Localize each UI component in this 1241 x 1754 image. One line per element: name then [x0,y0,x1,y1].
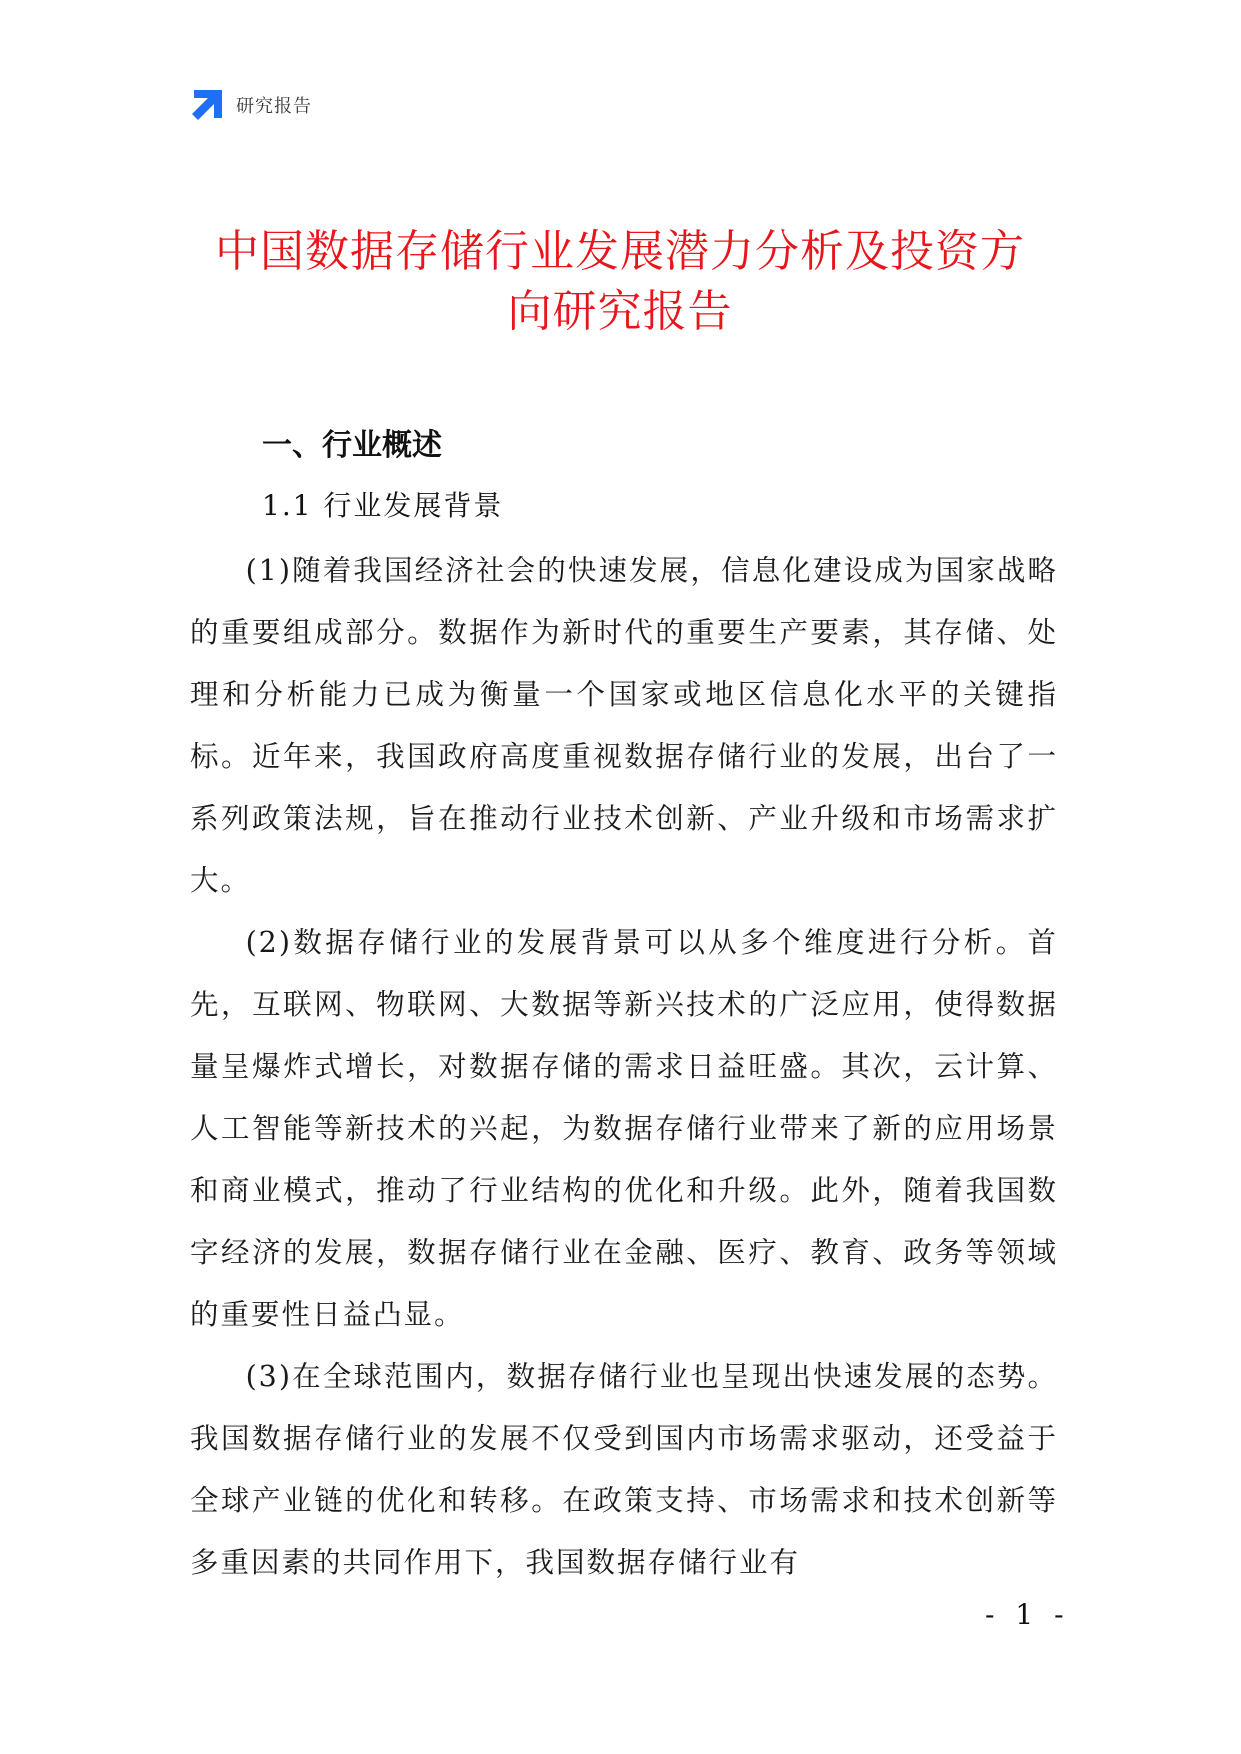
section-heading: 一、行业概述 [262,428,442,463]
title-line-1: 中国数据存储行业发展潜力分析及投资方 [215,226,1025,277]
paragraph-3: (3)在全球范围内，数据存储行业也呈现出快速发展的态势。我国数据存储行业的发展不仅受到国内市场需求驱动，还受益于全球产业链的优化和转移。在政策支持、市场需求和技术创新等多重因素的共同作用下，我国数据存储行业有 [190,1360,1058,1579]
page-number: - 1 - [985,1598,1070,1631]
arrow-logo-icon [190,88,224,122]
title-line-2: 向研究报告 [507,286,733,337]
paragraph-1: (1)随着我国经济社会的快速发展，信息化建设成为国家战略的重要组成部分。数据作为新时代的重要生产要素，其存储、处理和分析能力已成为衡量一个国家或地区信息化水平的关键指标。近年来，我国政府高度重视数据存储行业的发展，出台了一系列政策法规，旨在推动行业技术创新、产业升级和市场需求扩大。 [190,554,1058,897]
header-label: 研究报告 [236,96,312,117]
subsection-heading: 1.1 行业发展背景 [262,489,504,522]
page-header [190,88,312,122]
body-text [190,540,1058,1594]
paragraph-2: (2)数据存储行业的发展背景可以从多个维度进行分析。首先，互联网、物联网、大数据等新兴技术的广泛应用，使得数据量呈爆炸式增长，对数据存储的需求日益旺盛。其次，云计算、人工智能等新技术的兴起，为数据存储行业带来了新的应用场景和商业模式，推动了行业结构的优化和升级。此外，随着我国数字经济的发展，数据存储行业在金融、医疗、教育、政务等领域的重要性日益凸显。 [190,926,1058,1331]
document-title [190,222,1050,342]
